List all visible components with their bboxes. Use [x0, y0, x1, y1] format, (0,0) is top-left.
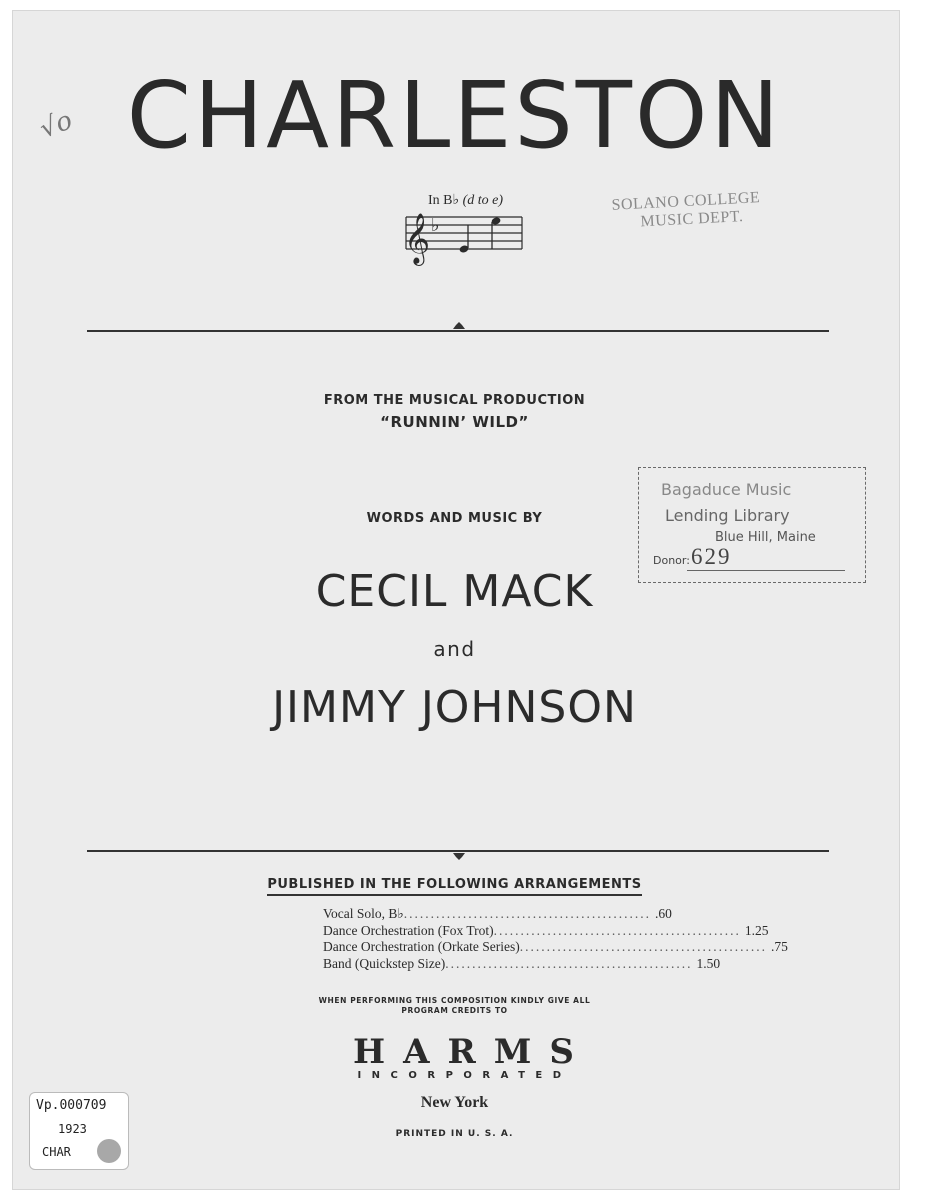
- arrangements-heading-text: PUBLISHED IN THE FOLLOWING ARRANGEMENTS: [267, 877, 641, 896]
- song-title: CHARLESTON: [126, 62, 783, 169]
- arrangements-heading: [0, 877, 909, 892]
- arrangement-name: Band (Quickstep Size): [323, 955, 446, 971]
- divider-top: [87, 330, 829, 332]
- program-note: [0, 996, 909, 1016]
- arrangement-row: [323, 955, 721, 973]
- program-note-line2: PROGRAM CREDITS TO: [401, 1006, 508, 1015]
- catalog-code: CHAR: [42, 1145, 71, 1159]
- arrangement-row: [323, 922, 769, 940]
- ornament-icon: [452, 852, 466, 862]
- arrangement-row: [323, 906, 672, 923]
- leader-dots: ..............................................: [493, 922, 741, 938]
- catalog-label: [29, 1092, 129, 1170]
- production-name: “RUNNIN’ WILD”: [380, 413, 529, 431]
- arrangement-price: .60: [655, 906, 672, 921]
- arrangement-price: .75: [771, 939, 788, 954]
- author-1: CECIL MACK: [315, 566, 594, 617]
- publisher-city: New York: [420, 1094, 489, 1111]
- arrangement-price: 1.50: [696, 955, 721, 971]
- arrangement-row: [323, 939, 788, 956]
- leader-dots: ..............................................: [403, 906, 651, 921]
- library-stamp-line2: Lending Library: [665, 506, 790, 525]
- key-range: (d to e): [462, 193, 504, 208]
- library-stamp-line3: Blue Hill, Maine: [715, 530, 816, 545]
- arrangement-name: Dance Orchestration (Orkate Series): [323, 939, 520, 954]
- ornament-icon: [452, 320, 466, 330]
- music-staff-icon: [398, 205, 526, 264]
- catalog-id: Vp.000709: [36, 1098, 107, 1113]
- author-2: JIMMY JOHNSON: [272, 682, 637, 733]
- arrangement-price: 1.25: [744, 922, 769, 938]
- program-note-line1: WHEN PERFORMING THIS COMPOSITION KINDLY GIVE ALL: [318, 996, 591, 1005]
- conjunction: and: [433, 637, 476, 661]
- college-stamp-line2: MUSIC DEPT.: [640, 208, 744, 231]
- donor-number: 629: [691, 544, 732, 569]
- college-stamp-line1: SOLANO COLLEGE: [611, 189, 761, 214]
- arrangements-list: [323, 906, 788, 972]
- svg-text:♭: ♭: [431, 215, 440, 236]
- key-name: In B♭: [428, 193, 460, 208]
- donor-label: Donor:: [653, 554, 690, 567]
- leader-dots: ..............................................: [445, 955, 693, 971]
- arrangement-name: Dance Orchestration (Fox Trot): [323, 922, 494, 938]
- library-stamp-line1: Bagaduce Music: [661, 480, 792, 499]
- production-intro: FROM THE MUSICAL PRODUCTION: [323, 393, 586, 408]
- margin-check-mark: √o: [35, 105, 77, 145]
- credits-intro: WORDS AND MUSIC BY: [366, 511, 543, 526]
- arrangement-name: Vocal Solo, B♭: [323, 906, 404, 921]
- publisher-name: HARMS: [353, 1032, 592, 1072]
- library-stamp: [638, 467, 866, 583]
- leader-dots: ..............................................: [519, 939, 768, 954]
- donor-line: [687, 570, 845, 571]
- svg-text:𝄞: 𝄞: [404, 213, 431, 264]
- label-dot: [97, 1139, 121, 1163]
- catalog-year: 1923: [58, 1122, 87, 1136]
- printed-in: PRINTED IN U. S. A.: [395, 1129, 514, 1139]
- publisher-suffix: INCORPORATED: [357, 1070, 572, 1081]
